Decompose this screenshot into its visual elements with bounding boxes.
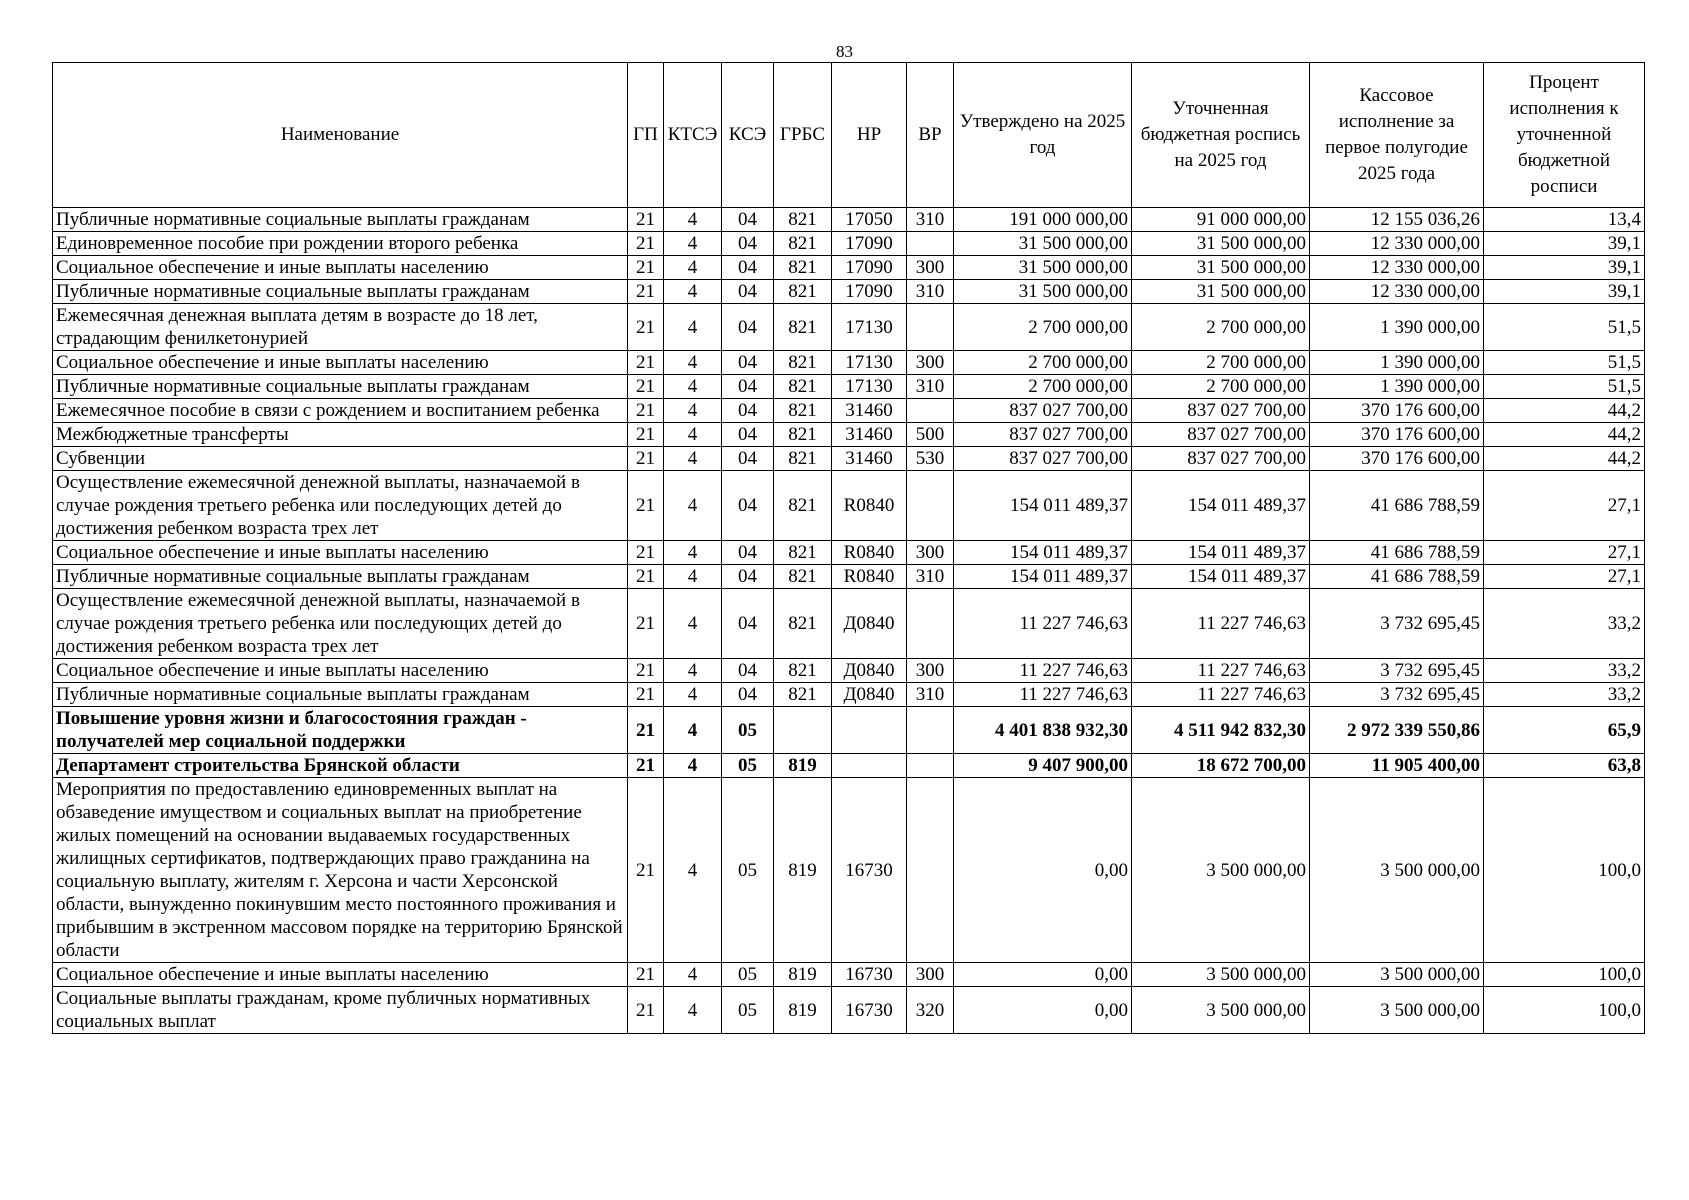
- header-kse: КСЭ: [722, 63, 774, 208]
- cell-percent: 44,2: [1484, 423, 1645, 447]
- cell-vr: 300: [907, 256, 954, 280]
- cell-nr: 17050: [832, 208, 907, 232]
- cell-vr: 530: [907, 447, 954, 471]
- cell-nr: 17130: [832, 375, 907, 399]
- cell-approved: 837 027 700,00: [954, 399, 1132, 423]
- cell-grbs: 821: [774, 280, 832, 304]
- cell-refined: 2 700 000,00: [1132, 375, 1310, 399]
- table-row: [53, 754, 1645, 778]
- cell-gp: 21: [628, 963, 664, 987]
- cell-refined: 2 700 000,00: [1132, 304, 1310, 351]
- cell-name: Публичные нормативные социальные выплаты гражданам: [53, 280, 628, 304]
- cell-approved: 2 700 000,00: [954, 375, 1132, 399]
- cell-gp: 21: [628, 256, 664, 280]
- cell-vr: [907, 304, 954, 351]
- cell-refined: 91 000 000,00: [1132, 208, 1310, 232]
- cell-cash: 3 500 000,00: [1310, 987, 1484, 1034]
- cell-refined: 31 500 000,00: [1132, 256, 1310, 280]
- cell-vr: 310: [907, 208, 954, 232]
- cell-kse: 04: [722, 399, 774, 423]
- cell-kse: 04: [722, 541, 774, 565]
- cell-name: Публичные нормативные социальные выплаты гражданам: [53, 375, 628, 399]
- table-row: [53, 683, 1645, 707]
- header-vr: ВР: [907, 63, 954, 208]
- cell-cash: 1 390 000,00: [1310, 304, 1484, 351]
- table-row: [53, 351, 1645, 375]
- cell-ktse: 4: [664, 987, 722, 1034]
- cell-name: Социальное обеспечение и иные выплаты населению: [53, 256, 628, 280]
- cell-gp: 21: [628, 423, 664, 447]
- cell-name: Социальные выплаты гражданам, кроме публичных нормативных социальных выплат: [53, 987, 628, 1034]
- budget-table: [52, 62, 1645, 1034]
- cell-cash: 3 732 695,45: [1310, 589, 1484, 659]
- cell-refined: 837 027 700,00: [1132, 399, 1310, 423]
- cell-cash: 3 732 695,45: [1310, 659, 1484, 683]
- table-row: [53, 987, 1645, 1034]
- cell-refined: 11 227 746,63: [1132, 659, 1310, 683]
- page-number: 83: [836, 42, 853, 61]
- cell-cash: 3 500 000,00: [1310, 963, 1484, 987]
- cell-percent: 44,2: [1484, 399, 1645, 423]
- header-gp: ГП: [628, 63, 664, 208]
- cell-name: Ежемесячная денежная выплата детям в возрасте до 18 лет, страдающим фенилкетонурией: [53, 304, 628, 351]
- cell-grbs: 821: [774, 565, 832, 589]
- cell-nr: 17130: [832, 351, 907, 375]
- cell-nr: 17090: [832, 256, 907, 280]
- cell-kse: 04: [722, 280, 774, 304]
- cell-name: Социальное обеспечение и иные выплаты населению: [53, 351, 628, 375]
- cell-kse: 04: [722, 471, 774, 541]
- cell-grbs: 819: [774, 778, 832, 963]
- cell-approved: 11 227 746,63: [954, 589, 1132, 659]
- cell-ktse: 4: [664, 256, 722, 280]
- cell-vr: [907, 399, 954, 423]
- cell-approved: 2 700 000,00: [954, 304, 1132, 351]
- cell-approved: 0,00: [954, 778, 1132, 963]
- cell-ktse: 4: [664, 351, 722, 375]
- cell-percent: 39,1: [1484, 232, 1645, 256]
- cell-cash: 1 390 000,00: [1310, 375, 1484, 399]
- cell-kse: 05: [722, 707, 774, 754]
- cell-percent: 27,1: [1484, 565, 1645, 589]
- cell-nr: 16730: [832, 778, 907, 963]
- cell-grbs: 821: [774, 683, 832, 707]
- cell-percent: 13,4: [1484, 208, 1645, 232]
- table-row: [53, 232, 1645, 256]
- cell-vr: 310: [907, 280, 954, 304]
- cell-grbs: 821: [774, 541, 832, 565]
- header-grbs: ГРБС: [774, 63, 832, 208]
- cell-ktse: 4: [664, 304, 722, 351]
- cell-grbs: 821: [774, 256, 832, 280]
- cell-grbs: 821: [774, 589, 832, 659]
- cell-cash: 12 155 036,26: [1310, 208, 1484, 232]
- cell-refined: 837 027 700,00: [1132, 447, 1310, 471]
- header-cash: Кассовое исполнение за первое полугодие 2025 года: [1310, 63, 1484, 208]
- cell-refined: 154 011 489,37: [1132, 471, 1310, 541]
- cell-grbs: 821: [774, 447, 832, 471]
- cell-ktse: 4: [664, 778, 722, 963]
- cell-vr: 500: [907, 423, 954, 447]
- cell-gp: 21: [628, 541, 664, 565]
- cell-percent: 39,1: [1484, 280, 1645, 304]
- cell-refined: 3 500 000,00: [1132, 778, 1310, 963]
- cell-name: Социальное обеспечение и иные выплаты населению: [53, 963, 628, 987]
- table-row: [53, 280, 1645, 304]
- table-row: [53, 208, 1645, 232]
- cell-ktse: 4: [664, 565, 722, 589]
- header-refined: Уточненная бюджетная роспись на 2025 год: [1132, 63, 1310, 208]
- table-row: [53, 963, 1645, 987]
- cell-ktse: 4: [664, 541, 722, 565]
- cell-nr: Д0840: [832, 589, 907, 659]
- cell-ktse: 4: [664, 375, 722, 399]
- cell-gp: 21: [628, 707, 664, 754]
- cell-approved: 0,00: [954, 987, 1132, 1034]
- cell-name: Единовременное пособие при рождении второго ребенка: [53, 232, 628, 256]
- table-row: [53, 399, 1645, 423]
- cell-grbs: 821: [774, 232, 832, 256]
- cell-approved: 31 500 000,00: [954, 232, 1132, 256]
- cell-vr: 310: [907, 683, 954, 707]
- cell-nr: 16730: [832, 987, 907, 1034]
- cell-nr: R0840: [832, 565, 907, 589]
- cell-approved: 154 011 489,37: [954, 471, 1132, 541]
- cell-percent: 33,2: [1484, 683, 1645, 707]
- cell-vr: [907, 589, 954, 659]
- table-row: [53, 256, 1645, 280]
- cell-approved: 9 407 900,00: [954, 754, 1132, 778]
- cell-approved: 2 700 000,00: [954, 351, 1132, 375]
- cell-kse: 04: [722, 232, 774, 256]
- header-name: Наименование: [53, 63, 628, 208]
- cell-gp: 21: [628, 375, 664, 399]
- cell-gp: 21: [628, 208, 664, 232]
- cell-refined: 837 027 700,00: [1132, 423, 1310, 447]
- table-body: [53, 208, 1645, 1034]
- cell-kse: 04: [722, 375, 774, 399]
- cell-percent: 63,8: [1484, 754, 1645, 778]
- header-ktse: КТСЭ: [664, 63, 722, 208]
- cell-grbs: 821: [774, 659, 832, 683]
- cell-grbs: 821: [774, 351, 832, 375]
- cell-gp: 21: [628, 589, 664, 659]
- table-row: [53, 447, 1645, 471]
- cell-name: Межбюджетные трансферты: [53, 423, 628, 447]
- cell-vr: 300: [907, 659, 954, 683]
- cell-approved: 31 500 000,00: [954, 256, 1132, 280]
- cell-kse: 04: [722, 256, 774, 280]
- table-row: [53, 304, 1645, 351]
- cell-vr: 320: [907, 987, 954, 1034]
- cell-nr: Д0840: [832, 683, 907, 707]
- cell-kse: 04: [722, 589, 774, 659]
- cell-percent: 65,9: [1484, 707, 1645, 754]
- cell-grbs: 821: [774, 208, 832, 232]
- cell-cash: 2 972 339 550,86: [1310, 707, 1484, 754]
- cell-name: Осуществление ежемесячной денежной выплаты, назначаемой в случае рождения третьего ребенка или последующих детей до достижения ребенком возраста трех лет: [53, 589, 628, 659]
- cell-ktse: 4: [664, 447, 722, 471]
- cell-refined: 154 011 489,37: [1132, 565, 1310, 589]
- cell-ktse: 4: [664, 399, 722, 423]
- cell-name: Департамент строительства Брянской области: [53, 754, 628, 778]
- cell-nr: 31460: [832, 423, 907, 447]
- header-row: [53, 63, 1645, 208]
- header-approved: Утверждено на 2025 год: [954, 63, 1132, 208]
- table-row: [53, 471, 1645, 541]
- cell-ktse: 4: [664, 208, 722, 232]
- cell-cash: 41 686 788,59: [1310, 541, 1484, 565]
- cell-gp: 21: [628, 399, 664, 423]
- cell-nr: 17090: [832, 232, 907, 256]
- cell-kse: 04: [722, 208, 774, 232]
- cell-gp: 21: [628, 304, 664, 351]
- cell-gp: 21: [628, 471, 664, 541]
- cell-refined: 18 672 700,00: [1132, 754, 1310, 778]
- cell-cash: 370 176 600,00: [1310, 423, 1484, 447]
- cell-vr: 310: [907, 565, 954, 589]
- cell-approved: 154 011 489,37: [954, 565, 1132, 589]
- cell-nr: 31460: [832, 447, 907, 471]
- cell-refined: 31 500 000,00: [1132, 280, 1310, 304]
- cell-gp: 21: [628, 280, 664, 304]
- table-row: [53, 659, 1645, 683]
- cell-vr: 300: [907, 541, 954, 565]
- cell-ktse: 4: [664, 471, 722, 541]
- cell-grbs: 821: [774, 423, 832, 447]
- table-row: [53, 707, 1645, 754]
- cell-gp: 21: [628, 987, 664, 1034]
- cell-approved: 0,00: [954, 963, 1132, 987]
- cell-approved: 837 027 700,00: [954, 447, 1132, 471]
- cell-cash: 1 390 000,00: [1310, 351, 1484, 375]
- cell-gp: 21: [628, 683, 664, 707]
- cell-percent: 33,2: [1484, 589, 1645, 659]
- cell-refined: 11 227 746,63: [1132, 683, 1310, 707]
- cell-approved: 4 401 838 932,30: [954, 707, 1132, 754]
- cell-cash: 370 176 600,00: [1310, 399, 1484, 423]
- cell-grbs: 821: [774, 471, 832, 541]
- cell-vr: [907, 707, 954, 754]
- cell-nr: 16730: [832, 963, 907, 987]
- cell-refined: 3 500 000,00: [1132, 963, 1310, 987]
- cell-refined: 3 500 000,00: [1132, 987, 1310, 1034]
- cell-cash: 41 686 788,59: [1310, 565, 1484, 589]
- header-percent: Процент исполнения к уточненной бюджетной росписи: [1484, 63, 1645, 208]
- cell-grbs: 821: [774, 375, 832, 399]
- cell-refined: 2 700 000,00: [1132, 351, 1310, 375]
- header-nr: НР: [832, 63, 907, 208]
- cell-grbs: 819: [774, 754, 832, 778]
- table-row: [53, 778, 1645, 963]
- cell-name: Публичные нормативные социальные выплаты гражданам: [53, 683, 628, 707]
- cell-percent: 33,2: [1484, 659, 1645, 683]
- table-row: [53, 565, 1645, 589]
- cell-gp: 21: [628, 447, 664, 471]
- cell-kse: 04: [722, 351, 774, 375]
- cell-ktse: 4: [664, 707, 722, 754]
- cell-cash: 12 330 000,00: [1310, 232, 1484, 256]
- cell-refined: 31 500 000,00: [1132, 232, 1310, 256]
- cell-nr: 31460: [832, 399, 907, 423]
- cell-ktse: 4: [664, 423, 722, 447]
- cell-approved: 154 011 489,37: [954, 541, 1132, 565]
- cell-cash: 370 176 600,00: [1310, 447, 1484, 471]
- cell-kse: 05: [722, 963, 774, 987]
- cell-name: Субвенции: [53, 447, 628, 471]
- cell-approved: 11 227 746,63: [954, 659, 1132, 683]
- cell-vr: [907, 778, 954, 963]
- cell-ktse: 4: [664, 659, 722, 683]
- cell-vr: 310: [907, 375, 954, 399]
- cell-cash: 11 905 400,00: [1310, 754, 1484, 778]
- cell-cash: 3 732 695,45: [1310, 683, 1484, 707]
- cell-grbs: 821: [774, 399, 832, 423]
- cell-ktse: 4: [664, 683, 722, 707]
- cell-vr: [907, 471, 954, 541]
- cell-vr: [907, 754, 954, 778]
- cell-gp: 21: [628, 232, 664, 256]
- cell-grbs: [774, 707, 832, 754]
- cell-percent: 27,1: [1484, 541, 1645, 565]
- cell-gp: 21: [628, 659, 664, 683]
- cell-percent: 51,5: [1484, 375, 1645, 399]
- table-row: [53, 541, 1645, 565]
- cell-approved: 11 227 746,63: [954, 683, 1132, 707]
- cell-kse: 04: [722, 659, 774, 683]
- cell-grbs: 819: [774, 987, 832, 1034]
- cell-kse: 04: [722, 304, 774, 351]
- cell-refined: 154 011 489,37: [1132, 541, 1310, 565]
- cell-name: Публичные нормативные социальные выплаты гражданам: [53, 565, 628, 589]
- cell-cash: 12 330 000,00: [1310, 256, 1484, 280]
- cell-vr: 300: [907, 963, 954, 987]
- cell-nr: 17090: [832, 280, 907, 304]
- cell-percent: 51,5: [1484, 304, 1645, 351]
- cell-percent: 100,0: [1484, 987, 1645, 1034]
- cell-approved: 837 027 700,00: [954, 423, 1132, 447]
- cell-kse: 04: [722, 423, 774, 447]
- cell-kse: 05: [722, 778, 774, 963]
- cell-nr: R0840: [832, 541, 907, 565]
- table-row: [53, 423, 1645, 447]
- cell-ktse: 4: [664, 232, 722, 256]
- cell-ktse: 4: [664, 754, 722, 778]
- cell-refined: 4 511 942 832,30: [1132, 707, 1310, 754]
- table-row: [53, 589, 1645, 659]
- cell-name: Мероприятия по предоставлению единовременных выплат на обзаведение имуществом и социальных выплат на приобретение жилых помещений на основании выдаваемых государственных жилищных сертификатов, подтверждающих право гражданина на социальную выплату, жителям г. Херсона и части Херсонской области, вынужденно покинувшим место постоянного проживания и прибывшим в экстренном массовом порядке на территорию Брянской области: [53, 778, 628, 963]
- cell-kse: 05: [722, 987, 774, 1034]
- cell-gp: 21: [628, 351, 664, 375]
- table-row: [53, 375, 1645, 399]
- cell-name: Социальное обеспечение и иные выплаты населению: [53, 659, 628, 683]
- cell-refined: 11 227 746,63: [1132, 589, 1310, 659]
- cell-percent: 27,1: [1484, 471, 1645, 541]
- cell-ktse: 4: [664, 963, 722, 987]
- cell-cash: 3 500 000,00: [1310, 778, 1484, 963]
- cell-kse: 04: [722, 447, 774, 471]
- cell-approved: 31 500 000,00: [954, 280, 1132, 304]
- cell-nr: R0840: [832, 471, 907, 541]
- cell-approved: 191 000 000,00: [954, 208, 1132, 232]
- cell-nr: [832, 754, 907, 778]
- cell-vr: [907, 232, 954, 256]
- cell-cash: 41 686 788,59: [1310, 471, 1484, 541]
- cell-percent: 51,5: [1484, 351, 1645, 375]
- cell-name: Публичные нормативные социальные выплаты гражданам: [53, 208, 628, 232]
- cell-nr: [832, 707, 907, 754]
- cell-grbs: 821: [774, 304, 832, 351]
- cell-ktse: 4: [664, 589, 722, 659]
- cell-name: Социальное обеспечение и иные выплаты населению: [53, 541, 628, 565]
- cell-kse: 04: [722, 683, 774, 707]
- cell-gp: 21: [628, 778, 664, 963]
- cell-name: Осуществление ежемесячной денежной выплаты, назначаемой в случае рождения третьего ребенка или последующих детей до достижения ребенком возраста трех лет: [53, 471, 628, 541]
- cell-ktse: 4: [664, 280, 722, 304]
- cell-kse: 04: [722, 565, 774, 589]
- cell-percent: 100,0: [1484, 778, 1645, 963]
- cell-name: Повышение уровня жизни и благосостояния граждан - получателей мер социальной поддержки: [53, 707, 628, 754]
- cell-grbs: 819: [774, 963, 832, 987]
- cell-kse: 05: [722, 754, 774, 778]
- cell-vr: 300: [907, 351, 954, 375]
- cell-percent: 39,1: [1484, 256, 1645, 280]
- cell-nr: 17130: [832, 304, 907, 351]
- cell-cash: 12 330 000,00: [1310, 280, 1484, 304]
- cell-name: Ежемесячное пособие в связи с рождением и воспитанием ребенка: [53, 399, 628, 423]
- cell-percent: 44,2: [1484, 447, 1645, 471]
- cell-nr: Д0840: [832, 659, 907, 683]
- cell-percent: 100,0: [1484, 963, 1645, 987]
- cell-gp: 21: [628, 754, 664, 778]
- cell-gp: 21: [628, 565, 664, 589]
